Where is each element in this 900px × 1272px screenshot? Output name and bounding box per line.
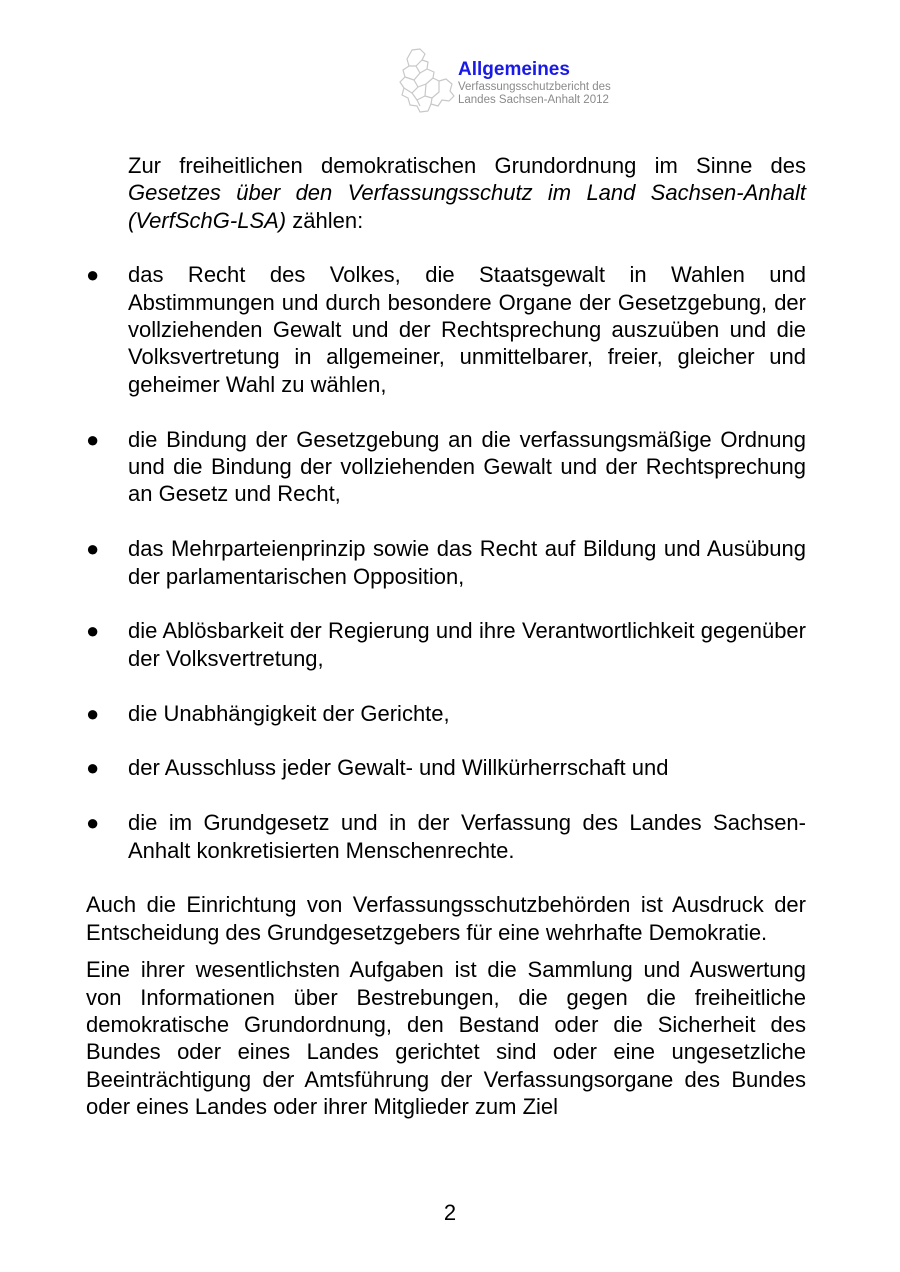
bullet-icon: ● xyxy=(86,755,100,781)
list-item-text: die Bindung der Gesetzgebung an die verfassungsmäßige Ordnung und die Bindung der vollziehenden Gewalt und der Rechtsprechung an Gesetz und Recht, xyxy=(128,426,806,507)
intro-text-before: Zur freiheitlichen demokratischen Grundordnung im Sinne des xyxy=(128,153,806,178)
list-item xyxy=(86,535,806,590)
report-subtitle-line2: Landes Sachsen-Anhalt 2012 xyxy=(458,94,609,106)
list-item xyxy=(86,617,806,672)
bullet-icon: ● xyxy=(86,262,100,288)
list-item-text: die Unabhängigkeit der Gerichte, xyxy=(128,700,450,726)
paragraph-verfassungsschutz: Auch die Einrichtung von Verfassungsschutzbehörden ist Ausdruck der Entscheidung des Grundgesetzgebers für eine wehrhafte Demokratie. xyxy=(86,892,806,945)
report-subtitle-line1: Verfassungsschutzbericht des xyxy=(458,81,611,93)
list-item-text: die im Grundgesetz und in der Verfassung des Landes Sachsen-Anhalt konkretisierten Menschenrechte. xyxy=(128,810,806,863)
intro-paragraph xyxy=(86,152,806,234)
bullet-icon: ● xyxy=(86,810,100,836)
list-item xyxy=(86,700,806,727)
intro-text-after: zählen: xyxy=(286,207,364,233)
intro-law-name: Gesetzes über den Verfassungsschutz im Land Sachsen-Anhalt (VerfSchG-LSA) xyxy=(128,180,806,233)
bullet-icon: ● xyxy=(86,700,100,726)
bullet-icon: ● xyxy=(86,536,100,562)
bullet-icon: ● xyxy=(86,426,100,452)
bullet-icon: ● xyxy=(86,618,100,644)
list-item-text: die Ablösbarkeit der Regierung und ihre Verantwortlichkeit gegenüber der Volksvertretung, xyxy=(128,618,806,671)
principles-list xyxy=(86,261,806,864)
list-item-text: das Recht des Volkes, die Staatsgewalt in Wahlen und Abstimmungen und durch besondere Organe der Gesetzgebung, der vollziehenden Gewalt und der Rechtsprechung auszuüben und die Volksvertretung in allgemeiner, unmittelbarer, freier, gleicher und geheimer Wahl zu wählen, xyxy=(128,262,806,397)
header-text xyxy=(458,59,611,107)
section-title: Allgemeines xyxy=(458,59,570,80)
body-text xyxy=(86,152,806,1121)
page-number: 2 xyxy=(443,1200,457,1225)
list-item xyxy=(86,754,806,781)
list-item xyxy=(86,261,806,398)
paragraph-aufgaben: Eine ihrer wesentlichsten Aufgaben ist die Sammlung und Auswertung von Informationen über Bestrebungen, die gegen die freiheitliche demokratische Grundordnung, den Bestand oder die Sicherheit des Bundes oder eines Landes gerichtet sind oder eine ungesetzliche Beeinträchtigung der Amtsführung der Verfassungsorgane des Bundes oder eines Landes oder ihrer Mitglieder zum Ziel xyxy=(86,957,806,1120)
list-item xyxy=(86,426,806,508)
sachsen-anhalt-map-icon xyxy=(398,48,456,114)
page-header xyxy=(398,48,638,116)
list-item xyxy=(86,809,806,864)
list-item-text: das Mehrparteienprinzip sowie das Recht auf Bildung und Ausübung der parlamentarischen Opposition, xyxy=(128,536,806,589)
list-item-text: der Ausschluss jeder Gewalt- und Willkürherrschaft und xyxy=(128,755,669,781)
